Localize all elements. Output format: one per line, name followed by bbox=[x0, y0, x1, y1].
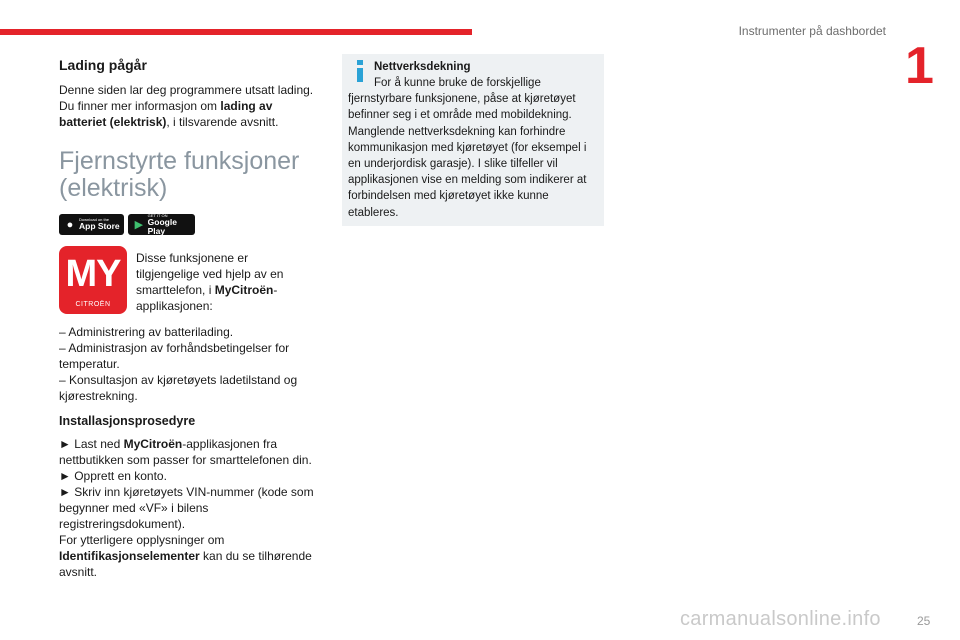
watermark: carmanualsonline.info bbox=[680, 608, 881, 630]
install-step: ► Opprett en konto. bbox=[59, 469, 167, 483]
charging-paragraph: Denne siden lar deg programmere utsatt lading. Du finner mer informasjon om lading av batteriet (elektrisk), i tilsvarende avsnitt. bbox=[59, 83, 314, 129]
intro-paragraph: Disse funksjonene er tilgjengelige ved hjelp av en smarttelefon, i MyCitroën-applikasjonen: bbox=[136, 251, 284, 313]
header-accent-bar bbox=[0, 29, 472, 35]
section-heading-charging: Lading pågår bbox=[59, 57, 147, 73]
note-title: Nettverksdekning bbox=[374, 61, 471, 73]
app-intro bbox=[59, 246, 321, 316]
list-item: – Konsultasjon av kjøretøyets ladetilstand og kjørestrekning. bbox=[59, 373, 298, 403]
note-body: For å kunne bruke de forskjellige fjernstyrbare funksjonene, påse at kjøretøyet befinner seg i et område med mobildekning. Manglende nettverksdekning kan forhindre kommunikasjon med kjøretøyet (for eksempel i en underjordisk garasje). I slike tilfeller vil applikasjonen vise en melding som indikerer at forbindelsen med kjøretøyet ikke kunne etableres. bbox=[348, 77, 587, 219]
install-heading: Installasjonsprosedyre bbox=[59, 414, 196, 428]
app-icon-logo-text: MY bbox=[65, 253, 121, 295]
more-info-paragraph: For ytterligere opplysninger om Identifikasjonselementer kan du se tilhørende avsnitt. bbox=[59, 533, 312, 579]
left-column bbox=[59, 56, 321, 580]
chapter-title: Instrumenter på dashbordet bbox=[738, 24, 886, 38]
google-play-badge[interactable]: ▶ GET IT ON Google Play bbox=[128, 214, 195, 235]
apple-icon: ● bbox=[66, 218, 74, 231]
list-item: – Administrasjon av forhåndsbetingelser for temperatur. bbox=[59, 341, 290, 371]
chapter-number: 1 bbox=[905, 37, 934, 95]
store-badges bbox=[59, 214, 321, 236]
install-step: ► Last ned MyCitroën-applikasjonen fra nettbutikken som passer for smarttelefonen din. bbox=[59, 437, 312, 467]
charging-link-text: lading av batteriet (elektrisk) bbox=[59, 99, 273, 129]
page-number: 25 bbox=[917, 614, 931, 628]
network-coverage-note bbox=[342, 54, 604, 226]
play-icon: ▶ bbox=[134, 219, 144, 231]
install-step: ► Skriv inn kjøretøyets VIN-nummer (kode som begynner med «VF» i bilens registreringsdokument). bbox=[59, 485, 314, 531]
app-icon-brand: CITROËN bbox=[75, 301, 111, 308]
mycitroen-app-icon bbox=[59, 246, 127, 314]
app-store-badge[interactable]: ● Download on the App Store bbox=[59, 214, 124, 235]
feature-list bbox=[59, 324, 321, 404]
remote-functions-title: Fjernstyrte funksjoner (elektrisk) bbox=[59, 147, 300, 202]
list-item: – Administrering av batterilading. bbox=[59, 325, 234, 339]
